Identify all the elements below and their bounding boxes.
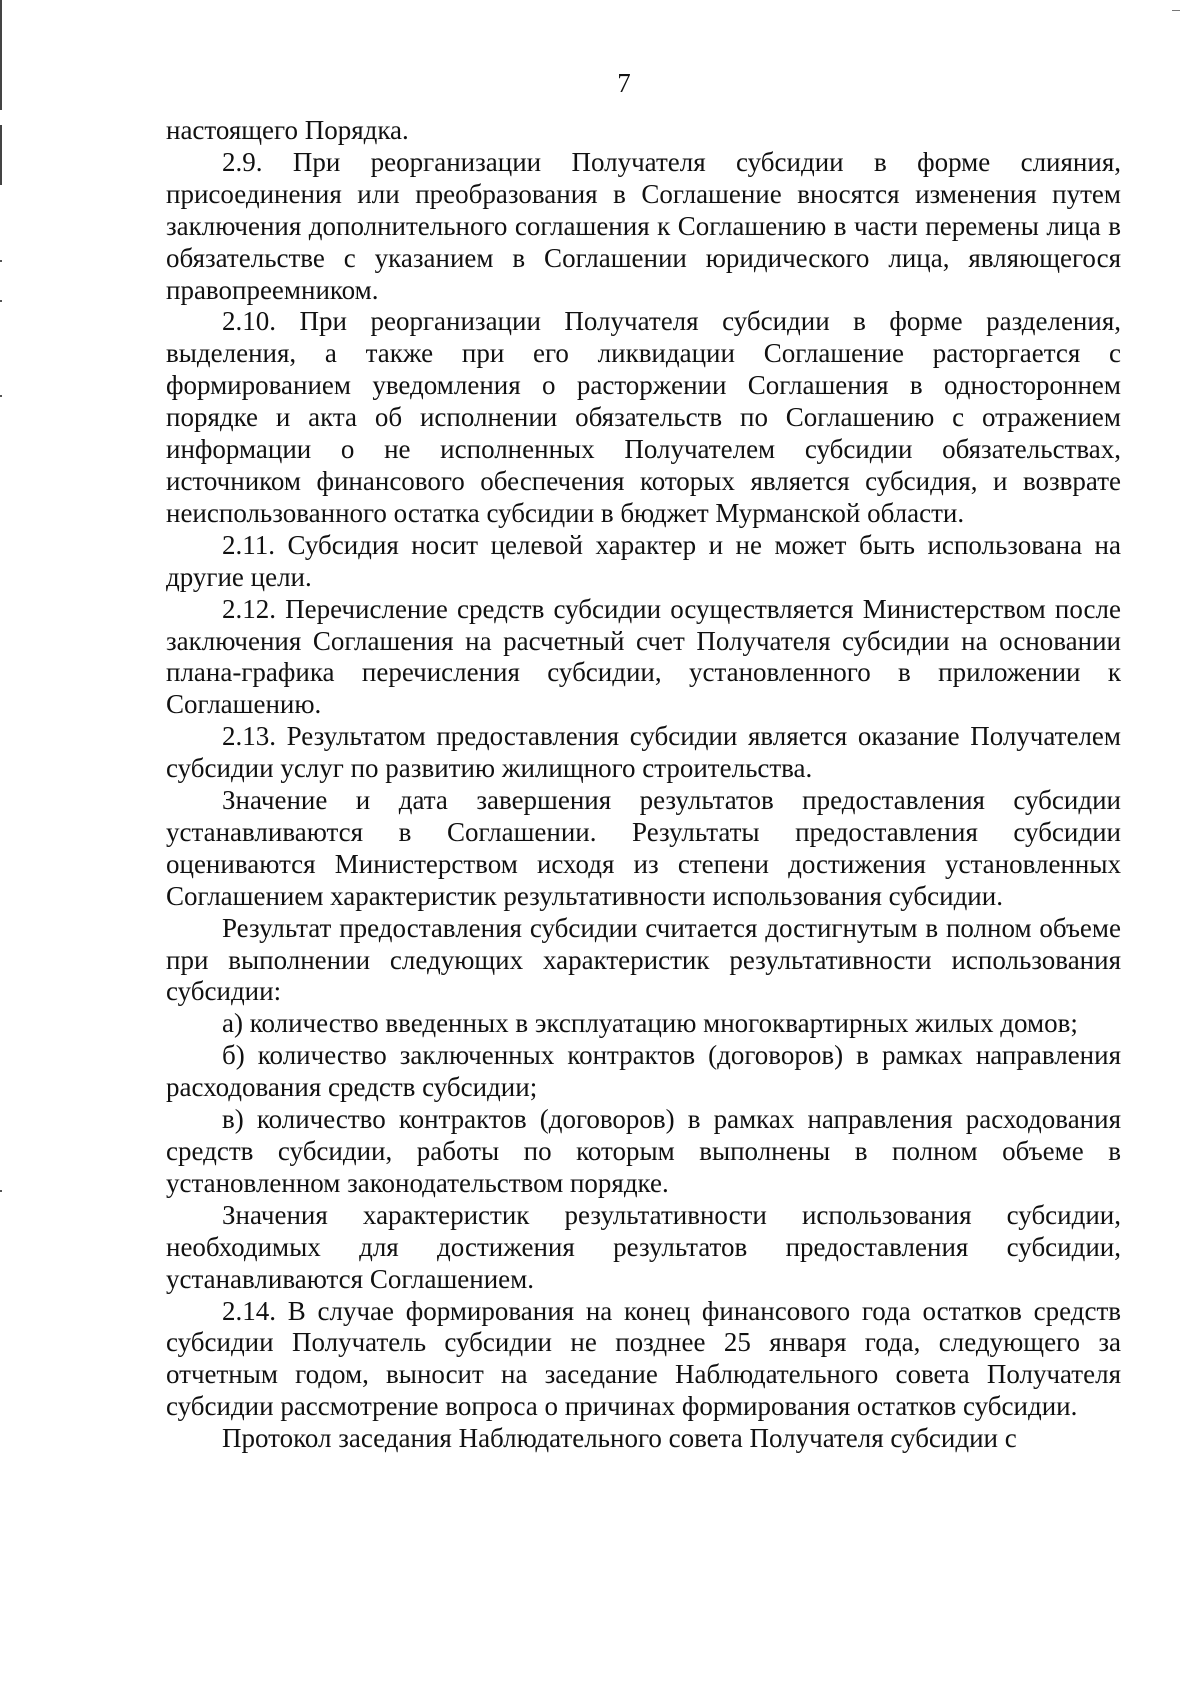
scan-edge-line bbox=[0, 125, 2, 185]
clause-2-11: 2.11. Субсидия носит целевой характер и не может быть использована на другие цели. bbox=[166, 529, 1121, 592]
scan-artifact-dot bbox=[0, 395, 2, 397]
scan-artifact-dot bbox=[0, 260, 2, 262]
protocol-paragraph: Протокол заседания Наблюдательного совета Получателя субсидии с bbox=[222, 1423, 1017, 1454]
characteristics-paragraph: Значения характеристик результативности использования субсидии, необходимых для достижения результатов предоставления субсидии, устанавливаются Соглашением. bbox=[166, 1199, 1121, 1294]
scan-corner-mark bbox=[1172, 10, 1180, 11]
scan-artifact-dot bbox=[0, 300, 2, 302]
clause-2-14: 2.14. В случае формирования на конец финансового года остатков средств субсидии Получатель субсидии не позднее 25 января года, следующего за отчетным годом, выносит на заседание Наблюдательного совета Получателя субсидии рассмотрение вопроса о причинах формирования остатков субсидии. bbox=[166, 1295, 1121, 1422]
clause-2-10: 2.10. При реорганизации Получателя субсидии в форме разделения, выделения, а также при его ликвидации Соглашение расторгается с формированием уведомления о расторжении Соглашения в одностороннем порядке и акта об исполнении обязательств по Соглашению с отражением информации о не исполненных Получателем субсидии обязательствах, источником финансового обеспечения которых является субсидия, и возврате неиспользованного остатка субсидии в бюджет Мурманской области. bbox=[166, 306, 1121, 528]
clause-2-12: 2.12. Перечисление средств субсидии осуществляется Министерством после заключения Соглашения на расчетный счет Получателя субсидии на основании плана-графика перечисления субсидии, установленного в приложении к Соглашению. bbox=[166, 593, 1121, 720]
scan-artifact-dot bbox=[0, 1190, 2, 1192]
result-achieved-paragraph: Результат предоставления субсидии считается достигнутым в полном объеме при выполнении следующих характеристик результативности использования субсидии: bbox=[166, 912, 1121, 1007]
document-body bbox=[166, 115, 1121, 1455]
continuation-line: настоящего Порядка. bbox=[166, 115, 409, 145]
page-number: 7 bbox=[617, 68, 631, 98]
list-item-a: а) количество введенных в эксплуатацию многоквартирных жилых домов; bbox=[222, 1008, 1078, 1039]
results-values-paragraph: Значение и дата завершения результатов предоставления субсидии устанавливаются в Соглашении. Результаты предоставления субсидии оцениваются Министерством исходя из степени достижения установленных Соглашением характеристик результативности использования субсидии. bbox=[166, 785, 1121, 911]
list-item-v: в) количество контрактов (договоров) в рамках направления расходования средств субсидии, работы по которым выполнены в полном объеме в установленном законодательством порядке. bbox=[166, 1104, 1121, 1198]
clause-2-9: 2.9. При реорганизации Получателя субсидии в форме слияния, присоединения или преобразования в Соглашение вносятся изменения путем заключения дополнительного соглашения к Соглашению в части перемены лица в обязательстве с указанием в Соглашении юридического лица, являющегося правопреемником. bbox=[166, 146, 1121, 305]
clause-2-13: 2.13. Результатом предоставления субсидии является оказание Получателем субсидии услуг по развитию жилищного строительства. bbox=[166, 721, 1121, 784]
list-item-b: б) количество заключенных контрактов (договоров) в рамках направления расходования средств субсидии; bbox=[166, 1040, 1121, 1103]
